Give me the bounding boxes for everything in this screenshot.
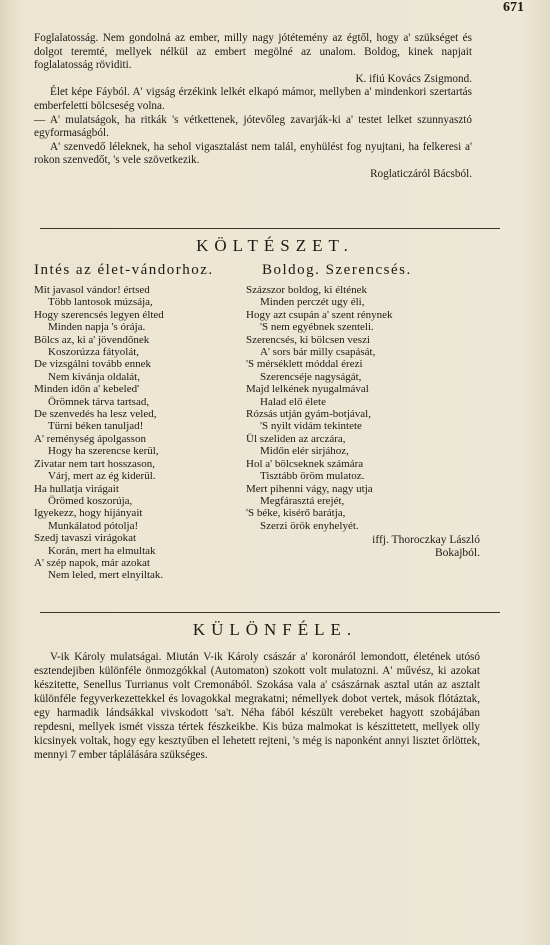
poem-line: 'S mérséklett móddal érezi <box>246 358 363 371</box>
poem-line: A' sors bár milly csapását, <box>260 346 376 359</box>
signature-kovacs: K. ifiú Kovács Zsigmond. <box>355 72 472 85</box>
poem-line: Zivatar nem tart hosszason, <box>34 457 155 470</box>
poem-line: Midőn elér sirjához, <box>260 445 349 458</box>
paragraph-szenvedo-lelek: A' szenvedő léleknek, ha sehol vigasztalást nem talál, enyhülést fog nyujtani, ha felkeresi a' rokon szenvedőt, 's vele szövetkezik. <box>34 140 472 167</box>
poem-line: Ül szeliden az arczára, <box>246 432 346 445</box>
poem-line: Több lantosok múzsája, <box>48 296 153 309</box>
poem-line: Minden napja 's órája. <box>48 321 146 334</box>
top-miscellany <box>34 32 472 182</box>
heading-kolteszet: KÖLTÉSZET. <box>196 236 354 255</box>
poem-line: Korán, mert ha elmultak <box>48 544 156 557</box>
poem-intes <box>34 284 164 582</box>
poem-line: Bölcs az, ki a' jövendőnek <box>34 333 150 346</box>
kulonfele-block <box>34 650 480 762</box>
poem-line: Koszorúzza fátyolát, <box>48 346 140 359</box>
poem-line: De vizsgálni tovább ennek <box>34 358 151 371</box>
poem-signature-place: Bokajból. <box>434 547 480 559</box>
poem-line: Százszor boldog, ki éltének <box>246 284 367 296</box>
poem-line: Hogy szerencsés legyen élted <box>34 308 164 321</box>
poem-line: 'S nem egyébnek szenteli. <box>260 321 374 334</box>
paragraph-foglalatossag: Foglalatosság. Nem gondolná az ember, milly nagy jótétemény az égtől, hogy a' szükséget és dolgot teremté, mellyek nélkül az embert megölné az unalom. Boldog, kinek napjait foglalatosság röviditi. <box>34 32 472 72</box>
poem-line: Szerencséje nagyságát, <box>260 370 362 383</box>
poem-line: Hol a' bölcseknek számára <box>246 457 364 470</box>
section-divider <box>40 228 500 229</box>
poem-line: Szedj tavaszi virágokat <box>34 532 137 545</box>
poem-line: 'S béke, kisérő barátja, <box>246 507 346 520</box>
poem-line: Majd lelkének nyugalmával <box>246 383 369 396</box>
poem-title-boldog: Boldog. Szerencsés. <box>262 262 412 278</box>
poem-line: Nem kivánja oldalát, <box>48 370 140 383</box>
poem-line: Szerzi örök enyhelyét. <box>260 519 359 532</box>
poem-line: Minden időn a' kebeled' <box>34 383 140 396</box>
poem-line: 'S nyilt vidám tekintete <box>260 420 362 433</box>
poem-line: Mert pihenni vágy, nagy utja <box>246 482 373 495</box>
poem-line: Tisztább öröm mulatoz. <box>260 470 365 483</box>
signature-roglaticza: Roglaticzáról Bácsból. <box>370 167 472 180</box>
poem-line: Ha hullatja virágait <box>34 482 119 495</box>
poem-line: Mit javasol vándor! értsed <box>34 284 150 296</box>
poem-line: Nem leled, mert elnyiltak. <box>48 569 164 582</box>
poem-line: Örömnek tárva tartsad, <box>48 395 150 408</box>
poem-line: A' reménység ápolgasson <box>34 432 146 445</box>
poem-line: De szenvedés ha lesz veled, <box>34 408 157 421</box>
poem-signature <box>330 534 480 560</box>
poem-line: A' szép napok, már azokat <box>34 556 150 569</box>
poem-line: Örömed koszorúja, <box>48 494 133 507</box>
poem-line: Munkálatod pótolja! <box>48 519 139 532</box>
poem-line: Minden perczét ugy éli, <box>260 296 365 309</box>
poem-line: Hogy azt csupán a' szent rénynek <box>246 308 393 321</box>
poem-line: Szerencsés, ki bölcsen veszi <box>246 333 371 346</box>
poem-title-intes: Intés az élet-vándorhoz. <box>34 262 214 278</box>
section-divider-2 <box>40 612 500 613</box>
poem-line: Várj, mert az ég kiderül. <box>48 470 156 483</box>
poem-line: Rózsás utján gyám-botjával, <box>246 408 371 421</box>
heading-kulonfele: KÜLÖNFÉLE. <box>192 620 358 639</box>
poem-line: Hogy ha szerencse kerül, <box>48 445 159 458</box>
poem-boldog <box>246 284 392 532</box>
paragraph-elet-kepe: Élet képe Fáyból. A' vigság érzékink lelkét elkapó mámor, mellyben a' mindenkori szertartás emberfeletti bölcseség volna. <box>34 86 472 112</box>
paragraph-v-ik-karoly: V-ik Károly mulatságai. Miután V-ik Károly császár a' koronáról lemondott, életének utósó esztendejiben különféle önmozgókkal (Automaton) szokott volt mulatozni. A' művész, ki azokat készitette, Senellus Turrianus volt Cremonából. Szokása vala a' császárnak asztal után az asztalt különféle fegyverkezettekkel és lovagokkal megrakatni; némellyek dobot vertek, mások flótáztak, egy harmadik lándsákkal vivskodott 'sa't. Néha fából készült verebeket hagyott szobájában repdesni, mellyek ismét vissza tértek fészkeikbe. Kis búza malmokat is készittetett, mellyek olly kicsinyek voltak, hogy egy kesztyűben el lehetett rejteni, 's még is naponként annyi lisztet őrlöttek, mennyi 7 ember táplálására szükséges. <box>34 651 480 761</box>
poem-signature-name: iffj. Thoroczkay László <box>372 534 480 546</box>
poem-line: Halad elő élete <box>260 395 326 408</box>
paragraph-mulatsagok: — A' mulatságok, ha ritkák 's vétkettenek, jótevőleg zavarják-ki a' testet lelket szunnyasztó egyformaságból. <box>34 113 472 140</box>
page-number: 671 <box>503 0 524 15</box>
poem-line: Megfárasztá erejét, <box>260 494 345 507</box>
poem-line: Türni béken tanuljad! <box>48 420 144 433</box>
poem-line: Igyekezz, hogy hijányait <box>34 507 143 520</box>
